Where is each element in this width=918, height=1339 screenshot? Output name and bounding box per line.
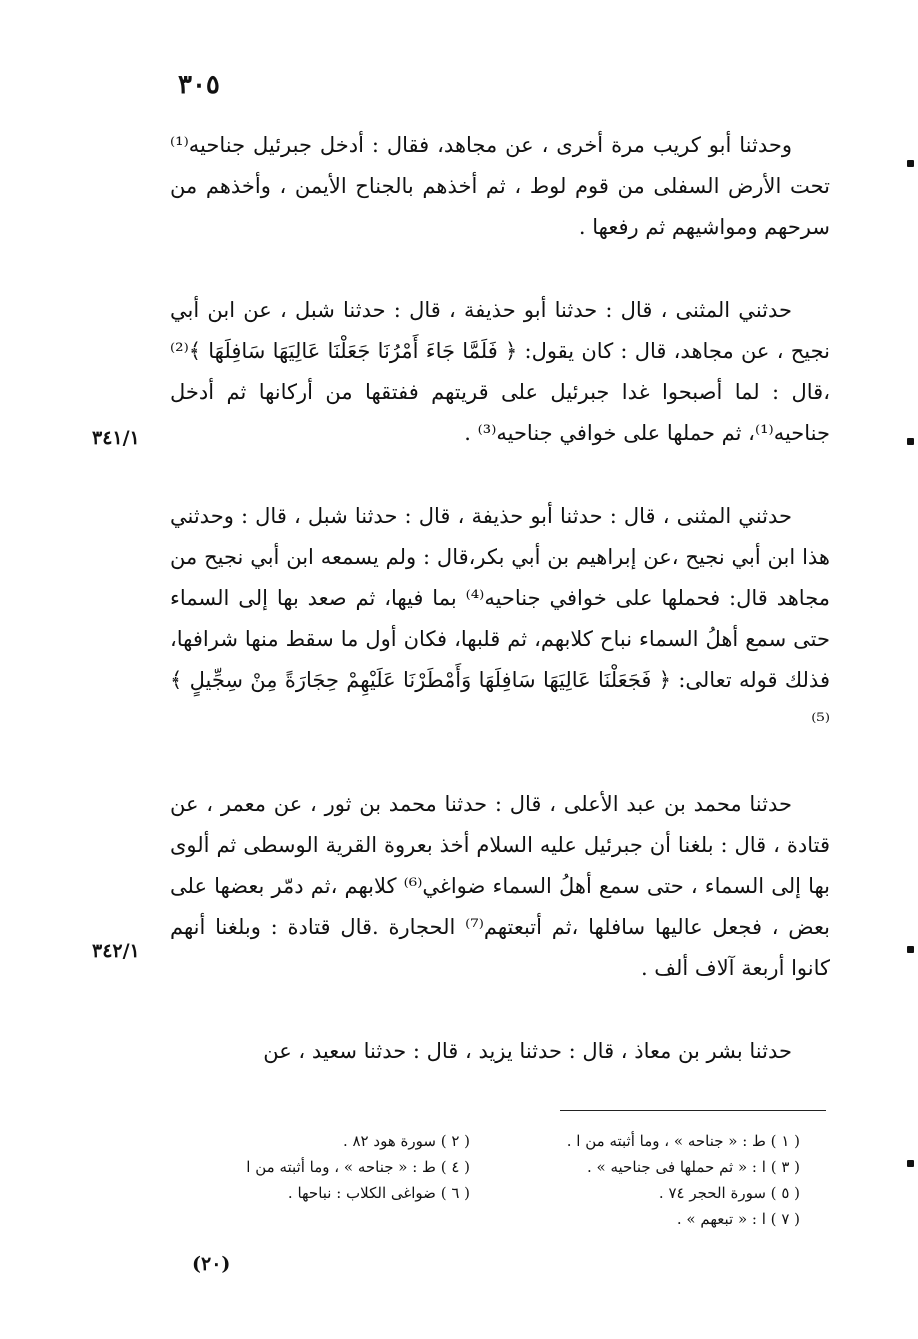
page-number: ٣٠٥: [178, 70, 220, 100]
folio-number: (٢٠): [192, 1253, 231, 1275]
margin-reference: ٣٤٢/١: [92, 940, 140, 962]
paragraph: حدثني المثنى ، قال : حدثنا أبو حذيفة ، قال : حدثنا شبل ، قال : وحدثني هذا ابن أبي نجيح ،عن إبراهيم بن أبي بكر،قال : ولم يسمعه ابن أبي نجيح من مجاهد قال: فحملها على خوافي جناحيه⁽⁴⁾ بما فيها، ثم صعد بها إلى السماء حتى سمع أهلُ السماء نباح كلابهم، ثم قلبها، فكان أول ما سقط منها شرافها، فذلك قوله تعالى: ﴿ فَجَعَلْنَا عَالِيَهَا سَافِلَهَا وَأَمْطَرْنَا عَلَيْهِمْ حِجَارَةً مِنْ سِجِّيلٍ ﴾⁽⁵⁾: [170, 504, 830, 733]
margin-mark: [907, 160, 914, 167]
margin-mark: [907, 438, 914, 445]
footnote: ( ٣ ) ا : « ثم حملها فى جناحيه » .: [587, 1158, 800, 1176]
margin-mark: [907, 1160, 914, 1167]
main-text: [170, 125, 830, 1072]
paragraph: وحدثنا أبو كريب مرة أخرى ، عن مجاهد، فقال : أدخل جبرئيل جناحيه⁽¹⁾ تحت الأرض السفلى من قوم لوط ، ثم أخذهم بالجناح الأيمن ، وأخذهم من سرحهم ومواشيهم ثم رفعها .: [170, 133, 830, 239]
footnote: ( ٥ ) سورة الحجر ٧٤ .: [658, 1184, 800, 1202]
margin-reference: ٣٤١/١: [92, 427, 140, 449]
footnotes: [180, 1128, 800, 1232]
paragraph: حدثنا محمد بن عبد الأعلى ، قال : حدثنا محمد بن ثور ، عن معمر ، عن قتادة ، قال : بلغنا أن جبرئيل عليه السلام أخذ بعروة القرية الوسطى ثم ألوى بها إلى السماء ، حتى سمع أهلُ السماء ضواغي⁽⁶⁾ كلابهم ،ثم دمّر بعضها على بعض ، فجعل عاليها سافلها ،ثم أتبعتهم⁽⁷⁾ الحجارة .قال قتادة : وبلغنا أنهم كانوا أربعة آلاف ألف .: [170, 792, 830, 980]
footnote: ( ٧ ) ا : « تبعهم » .: [676, 1210, 800, 1228]
footnote: ( ١ ) ط : « جناحه » ، وما أثبته من ا .: [566, 1132, 800, 1150]
footnote: ( ٤ ) ط : « جناحه » ، وما أثبته من ا: [246, 1158, 470, 1176]
paragraph: حدثني المثنى ، قال : حدثنا أبو حذيفة ، قال : حدثنا شبل ، عن ابن أبي نجيح ، عن مجاهد، قال : كان يقول: ﴿ فَلَمَّا جَاءَ أَمْرُنَا جَعَلْنَا عَالِيَهَا سَافِلَهَا ﴾⁽²⁾ ،قال : لما أصبحوا غدا جبرئيل على قريتهم ففتقها من أركانها ثم أدخل جناحيه⁽¹⁾، ثم حملها على خوافي جناحيه⁽³⁾ .: [170, 298, 830, 445]
footnote: ( ٢ ) سورة هود ٨٢ .: [342, 1132, 470, 1150]
footnote: ( ٦ ) ضواغى الكلاب : نباحها .: [287, 1184, 470, 1202]
paragraph: حدثنا بشر بن معاذ ، قال : حدثنا يزيد ، قال : حدثنا سعيد ، عن: [263, 1039, 792, 1063]
footnote-divider: [560, 1110, 826, 1111]
margin-mark: [907, 946, 914, 953]
